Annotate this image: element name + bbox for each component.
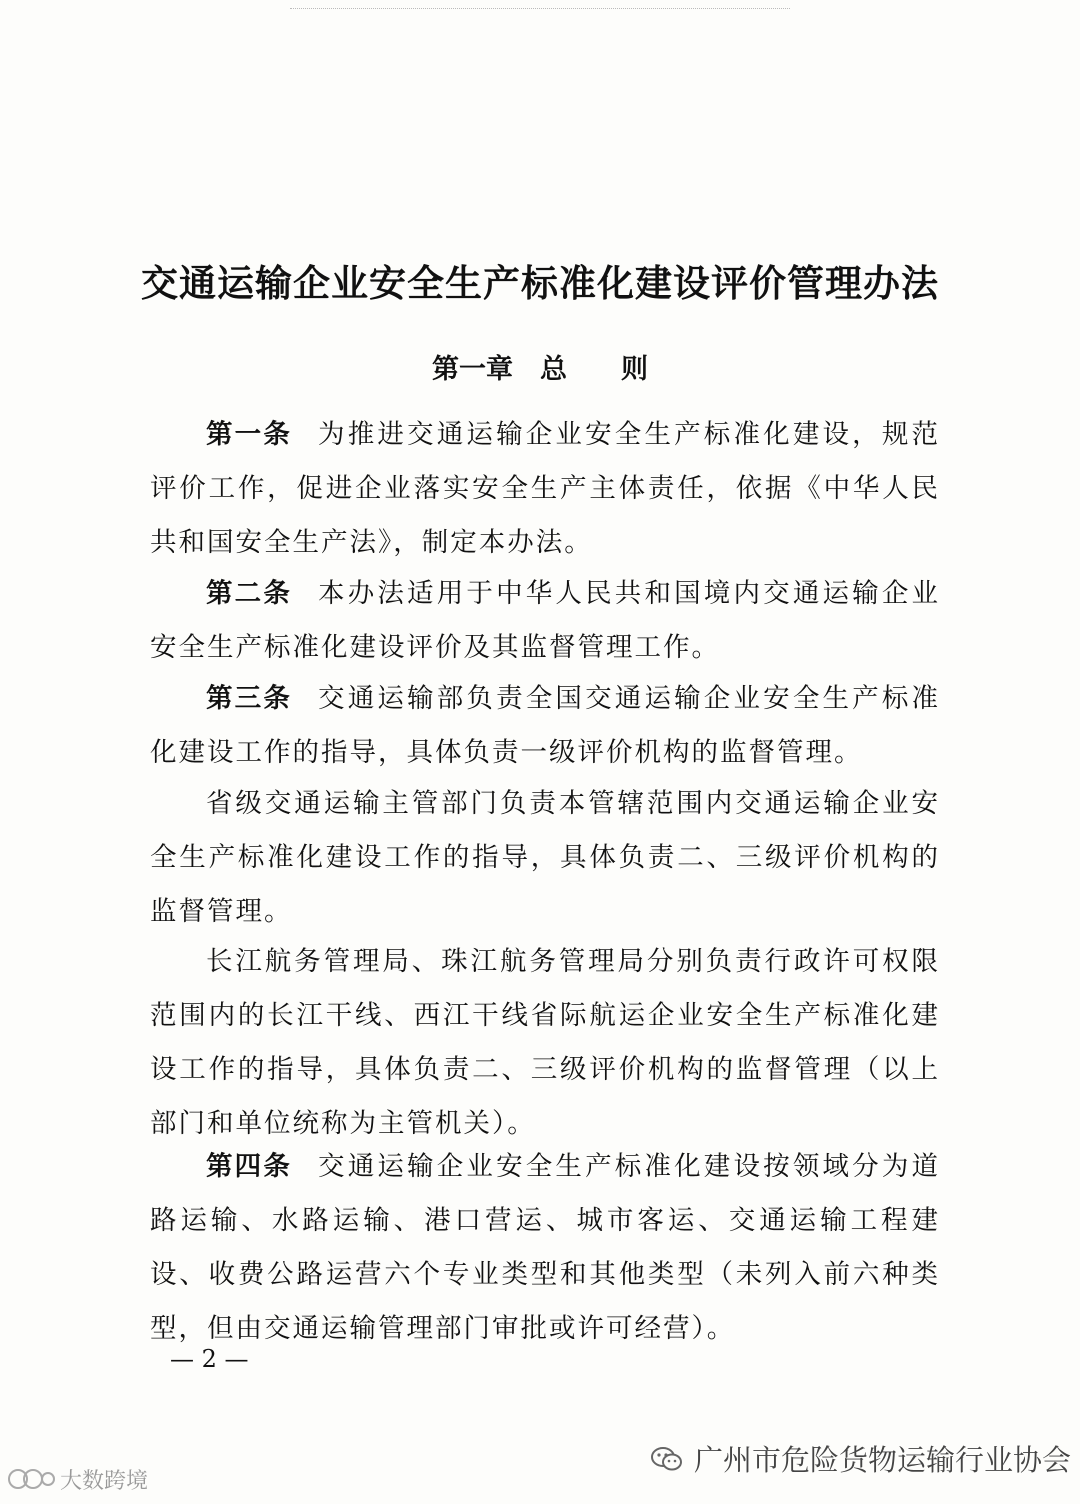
document-title: 交通运输企业安全生产标准化建设评价管理办法	[141, 261, 939, 305]
article-paragraph	[150, 1140, 940, 1356]
article-label: 第二条	[206, 578, 293, 609]
corner-watermark	[6, 1462, 148, 1496]
article-label: 第四条	[206, 1151, 293, 1182]
article-text: 交通运输企业安全生产标准化建设按领域分为道路运输、水路运输、港口营运、城市客运、交通运输工程建设、收费公路运营六个专业类型和其他类型（未列入前六种类型，但由交通运输管理部门审批或许可经营）。	[150, 1151, 941, 1344]
scan-edge-marks	[290, 8, 790, 13]
clause-paragraph	[150, 935, 940, 1151]
page-number: — 2 —	[170, 1345, 249, 1373]
wechat-watermark	[650, 1438, 1071, 1479]
article-paragraph	[150, 567, 940, 675]
article-label: 第三条	[206, 683, 293, 714]
brand-logo-icon	[6, 1462, 56, 1496]
article-text: 交通运输部负责全国交通运输企业安全生产标准化建设工作的指导，具体负责一级评价机构的监督管理。	[150, 683, 941, 768]
wechat-account-name: 广州市危险货物运输行业协会	[694, 1443, 1072, 1477]
clause-paragraph	[150, 777, 940, 939]
article-text: 本办法适用于中华人民共和国境内交通运输企业安全生产标准化建设评价及其监督管理工作。	[150, 578, 941, 663]
article-paragraph	[150, 672, 940, 780]
article-label: 第一条	[206, 419, 293, 450]
article-paragraph	[150, 408, 940, 570]
article-text: 为推进交通运输企业安全生产标准化建设，规范评价工作，促进企业落实安全生产主体责任，依据《中华人民共和国安全生产法》，制定本办法。	[150, 419, 941, 558]
wechat-icon	[650, 1445, 684, 1473]
clause-text: 省级交通运输主管部门负责本管辖范围内交通运输企业安全生产标准化建设工作的指导，具体负责二、三级评价机构的监督管理。	[150, 788, 940, 927]
corner-brand-name: 大数跨境	[60, 1468, 149, 1494]
chapter-heading: 第一章 总 则	[432, 354, 648, 385]
clause-text: 长江航务管理局、珠江航务管理局分别负责行政许可权限范围内的长江干线、西江干线省际航运企业安全生产标准化建设工作的指导，具体负责二、三级评价机构的监督管理（以上部门和单位统称为主管机关）。	[150, 946, 940, 1139]
